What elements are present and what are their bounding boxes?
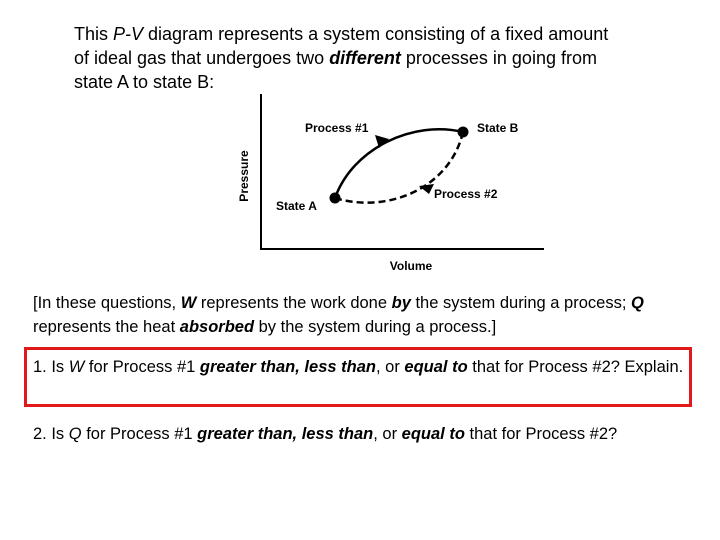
pv-term: P-V	[113, 24, 144, 44]
comparison-options: greater than, less than	[199, 358, 376, 376]
question-text: that for Process #2?	[464, 425, 618, 443]
different-emphasis: different	[329, 48, 401, 68]
question-1	[33, 355, 693, 379]
intro-text-segment: of ideal gas that undergoes two	[74, 48, 330, 68]
note-text: represents the heat	[33, 318, 180, 336]
question-text: 1. Is	[33, 358, 69, 376]
q-variable: Q	[68, 425, 82, 443]
state-a-point	[330, 193, 341, 204]
pv-diagram	[228, 88, 558, 278]
question-text: , or	[375, 358, 405, 376]
y-axis-label: Pressure	[237, 150, 251, 202]
process-2-label: Process #2	[434, 187, 498, 201]
q-variable: Q	[631, 294, 644, 312]
note-text: by the system during a process.]	[254, 318, 497, 336]
comparison-options: greater than, less than	[197, 425, 374, 443]
question-text: for Process #1	[81, 425, 198, 443]
intro-text-segment: diagram represents a system consisting of a fixed amount	[143, 24, 609, 44]
x-axis-label: Volume	[389, 259, 433, 273]
note-text: represents the work done	[196, 294, 392, 312]
equal-option: equal to	[401, 425, 465, 443]
process-1-label: Process #1	[305, 121, 369, 135]
question-text: 2. Is	[33, 425, 69, 443]
definitions-note	[33, 291, 713, 339]
intro-text-segment: processes in going from	[400, 48, 597, 68]
intro-line-3: state A to state B:	[74, 72, 215, 92]
question-text: for Process #1	[84, 358, 200, 376]
intro-text-segment: This	[74, 24, 114, 44]
w-variable: W	[180, 294, 197, 312]
question-2	[33, 422, 693, 446]
question-text: that for Process #2? Explain.	[467, 358, 684, 376]
by-emphasis: by	[391, 294, 411, 312]
intro-line-2	[74, 46, 694, 70]
absorbed-emphasis: absorbed	[179, 318, 255, 336]
note-text: [In these questions,	[33, 294, 181, 312]
state-b-label: State B	[477, 121, 519, 135]
equal-option: equal to	[404, 358, 468, 376]
state-a-label: State A	[276, 199, 317, 213]
question-text: , or	[373, 425, 402, 443]
intro-line-1	[74, 22, 694, 46]
state-b-point	[458, 127, 469, 138]
w-variable: W	[68, 358, 85, 376]
note-text: the system during a process;	[410, 294, 631, 312]
intro-text	[74, 22, 694, 94]
